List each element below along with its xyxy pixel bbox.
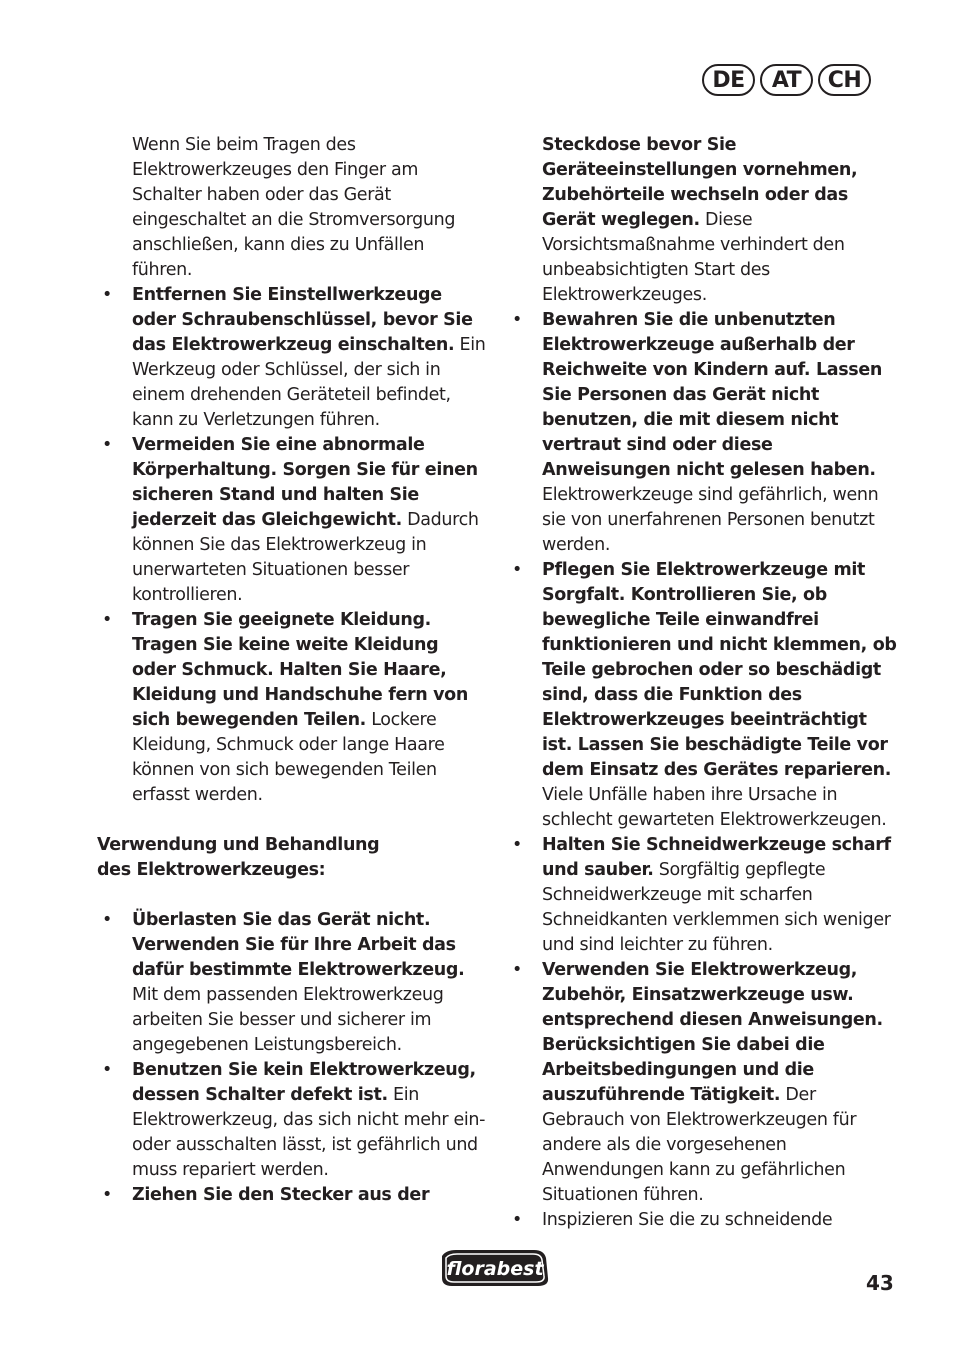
language-badges xyxy=(702,64,871,96)
bullet: • xyxy=(102,435,112,455)
continuation-text xyxy=(507,133,897,308)
list-item xyxy=(97,433,487,608)
item-text: Lockere Kleidung, Schmuck oder lange Haare können von sich bewegenden Teilen erfasst werden. xyxy=(132,710,445,805)
bullet: • xyxy=(512,560,522,580)
list-item xyxy=(507,1208,897,1233)
list-item xyxy=(97,1058,487,1183)
list-item xyxy=(97,908,487,1058)
item-text: Ein Elektrowerkzeug, das sich nicht mehr ein- oder ausschalten lässt, ist gefährlich und muss repariert werden. xyxy=(132,1085,486,1180)
bullet: • xyxy=(512,310,522,330)
language-badge-ch: CH xyxy=(818,64,871,96)
list-item xyxy=(507,308,897,558)
item-bold-text: Vermeiden Sie eine abnormale Körperhaltung. Sorgen Sie für einen sicheren Stand und halten Sie jederzeit das Gleichgewicht. xyxy=(132,435,478,530)
item-bold-text: Halten Sie Schneidwerkzeuge scharf und sauber. xyxy=(542,835,891,880)
bullet: • xyxy=(102,1060,112,1080)
list-item xyxy=(507,958,897,1208)
item-text: Dadurch können Sie das Elektrowerkzeug in unerwarteten Situationen besser kontrollieren. xyxy=(132,510,479,605)
list-item xyxy=(97,1183,487,1208)
item-bold-text: Bewahren Sie die unbenutzten Elektrowerkzeuge außerhalb der Reichweite von Kindern auf. Lassen Sie Personen das Gerät nicht benutzen, die mit diesem nicht vertraut sind oder diese Anweisungen nicht gelesen haben. xyxy=(542,310,882,480)
section-heading xyxy=(97,833,487,883)
bullet: • xyxy=(512,1210,522,1230)
item-text: Mit dem passenden Elektrowerkzeug arbeiten Sie besser und sicherer im angegebenen Leistungsbereich. xyxy=(132,985,444,1055)
bullet: • xyxy=(512,835,522,855)
right-column xyxy=(507,133,897,1233)
left-column xyxy=(97,133,487,1208)
item-bold-text: Ziehen Sie den Stecker aus der xyxy=(132,1185,430,1205)
continuation-regular-text: Diese Vorsichtsmaßnahme verhindert den unbeabsichtigten Start des Elektrowerkzeuges. xyxy=(542,210,845,305)
item-bold-text: Benutzen Sie kein Elektrowerkzeug, dessen Schalter defekt ist. xyxy=(132,1060,476,1105)
list-item xyxy=(97,608,487,808)
list-item xyxy=(507,833,897,958)
bullet: • xyxy=(512,960,522,980)
item-bold-text: Verwenden Sie Elektrowerkzeug, Zubehör, Einsatzwerkzeuge usw. entsprechend diesen Anweisungen. Berücksichtigen Sie dabei die Arbeitsbedingungen und die auszuführende Tätigkeit. xyxy=(542,960,883,1105)
language-badge-de: DE xyxy=(702,64,755,96)
florabest-logo xyxy=(438,1244,552,1292)
section-heading-line-2: des Elektrowerkzeuges: xyxy=(97,860,326,880)
item-bold-text: Tragen Sie geeignete Kleidung. Tragen Sie keine weite Kleidung oder Schmuck. Halten Sie Haare, Kleidung und Handschuhe fern von sich bewegenden Teilen. xyxy=(132,610,468,730)
bullet: • xyxy=(102,1185,112,1205)
continuation-text: Wenn Sie beim Tragen des Elektrowerkzeuges den Finger am Schalter haben oder das Gerät eingeschaltet an die Stromversorgung anschließen, kann dies zu Unfällen führen. xyxy=(132,135,456,280)
bullet: • xyxy=(102,910,112,930)
item-bold-text: Pflegen Sie Elektrowerkzeuge mit Sorgfalt. Kontrollieren Sie, ob bewegliche Teile einwandfrei funktionieren und nicht klemmen, ob Teile gebrochen oder so beschädigt sind, dass die Funktion des Elektrowerkzeuges beeinträchtigt ist. Lassen Sie beschädigte Teile vor dem Einsatz des Gerätes reparieren. xyxy=(542,560,897,780)
bullet: • xyxy=(102,610,112,630)
item-text: Ein Werkzeug oder Schlüssel, der sich in einem drehenden Geräteteil befindet, kann zu Verletzungen führen. xyxy=(132,335,486,430)
item-bold-text: Überlasten Sie das Gerät nicht. Verwenden Sie für Ihre Arbeit das dafür bestimmte Elektrowerkzeug. xyxy=(132,910,465,980)
item-text: Sorgfältig gepflegte Schneidwerkzeuge mit scharfen Schneidkanten verklemmen sich weniger und sind leichter zu führen. xyxy=(542,860,891,955)
item-text: Der Gebrauch von Elektrowerkzeugen für andere als die vorgesehenen Anwendungen kann zu gefährlichen Situationen führen. xyxy=(542,1085,857,1205)
language-badge-at: AT xyxy=(760,64,813,96)
item-text: Viele Unfälle haben ihre Ursache in schlecht gewarteten Elektrowerkzeugen. xyxy=(542,785,887,830)
section-heading-line-1: Verwendung und Behandlung xyxy=(97,835,380,855)
list-item xyxy=(97,283,487,433)
item-text: Inspizieren Sie die zu schneidende xyxy=(542,1210,833,1230)
item-bold-text: Entfernen Sie Einstellwerkzeuge oder Schraubenschlüssel, bevor Sie das Elektrowerkzeug einschalten. xyxy=(132,285,473,355)
page-number: 43 xyxy=(866,1271,894,1295)
continuation-bold-text: Steckdose bevor Sie Geräteeinstellungen vornehmen, Zubehörteile wechseln oder das Gerät weglegen. xyxy=(542,135,858,230)
list-item xyxy=(507,558,897,833)
item-text: Elektrowerkzeuge sind gefährlich, wenn sie von unerfahrenen Personen benutzt werden. xyxy=(542,485,879,555)
bullet: • xyxy=(102,285,112,305)
logo-text: florabest xyxy=(446,1258,544,1280)
